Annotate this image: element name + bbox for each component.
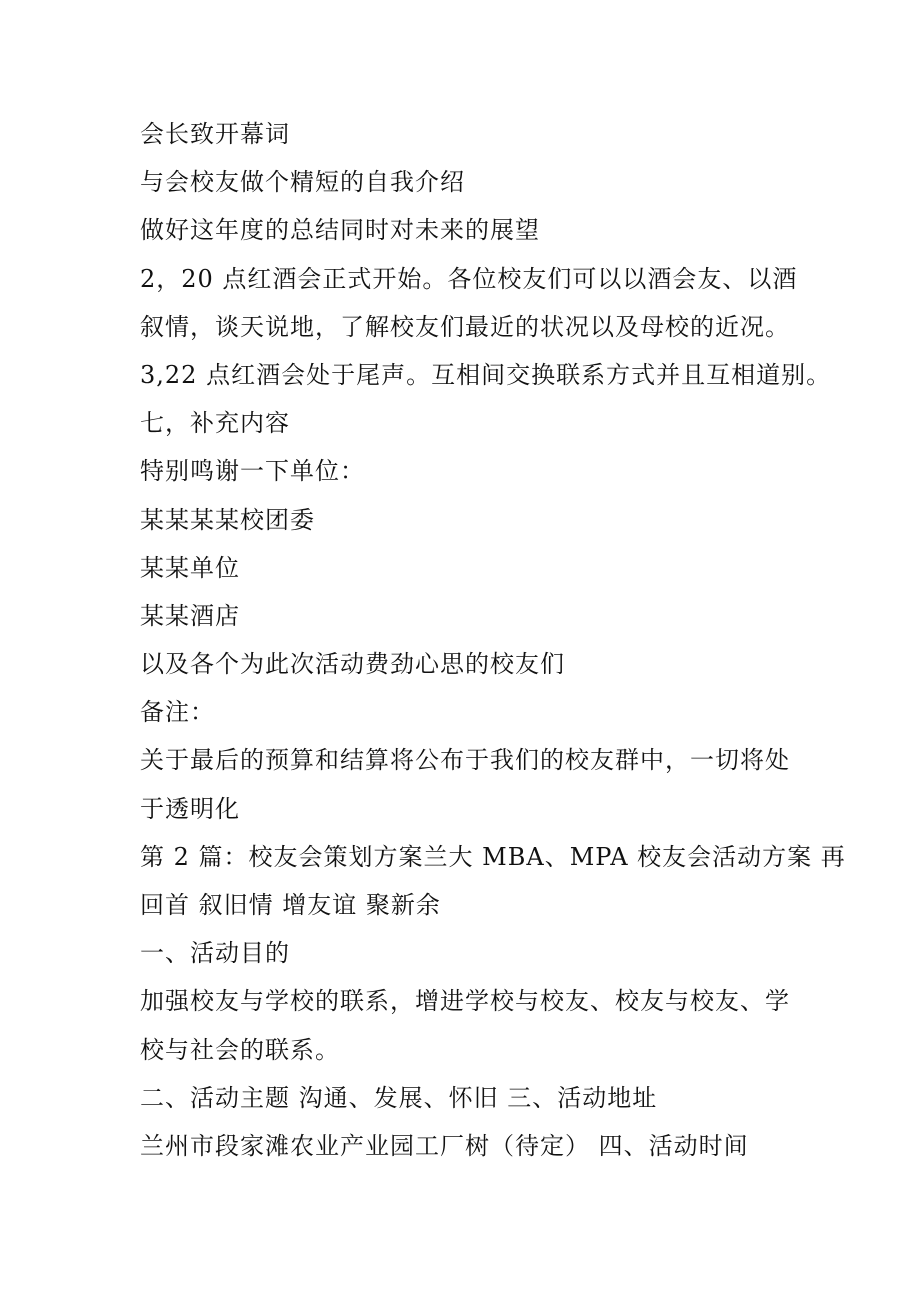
text-line: 校与社会的联系。 — [140, 1035, 340, 1064]
text-line: 做好这年度的总结同时对未来的展望 — [140, 216, 540, 245]
text-line: 某某酒店 — [140, 601, 240, 630]
text-line: 会长致开幕词 — [140, 120, 290, 148]
text-line: 2，20 点红酒会正式开始。各位校友们可以以酒会友、以酒 — [140, 264, 798, 293]
section-heading: 七，补充内容 — [140, 409, 290, 438]
text-line: 某某单位 — [140, 553, 240, 582]
text-line: 叙情，谈天说地，了解校友们最近的状况以及母校的近况。 — [140, 312, 790, 341]
text-line: 兰州市段家滩农业产业园工厂树（待定） 四、活动时间 — [140, 1131, 749, 1160]
document-body — [140, 110, 846, 1170]
article-title: 第 2 篇：校友会策划方案兰大 MBA、MPA 校友会活动方案 再 — [140, 842, 846, 871]
text-line: 以及各个为此次活动费劲心思的校友们 — [140, 650, 565, 679]
text-line: 加强校友与学校的联系，增进学校与校友、校友与校友、学 — [140, 987, 790, 1016]
section-heading: 一、活动目的 — [140, 939, 290, 968]
text-line: 备注： — [140, 698, 215, 727]
text-line: 于透明化 — [140, 794, 240, 823]
text-line: 特别鸣谢一下单位： — [140, 457, 365, 486]
section-heading: 二、活动主题 沟通、发展、怀旧 三、活动地址 — [140, 1083, 658, 1112]
text-line: 某某某某校团委 — [140, 505, 315, 534]
article-title: 回首 叙旧情 增友谊 聚新余 — [140, 891, 441, 919]
text-line: 关于最后的预算和结算将公布于我们的校友群中，一切将处 — [140, 746, 790, 775]
text-line: 3,22 点红酒会处于尾声。互相间交换联系方式并且互相道别。 — [140, 360, 832, 389]
text-line: 与会校友做个精短的自我介绍 — [140, 168, 465, 197]
